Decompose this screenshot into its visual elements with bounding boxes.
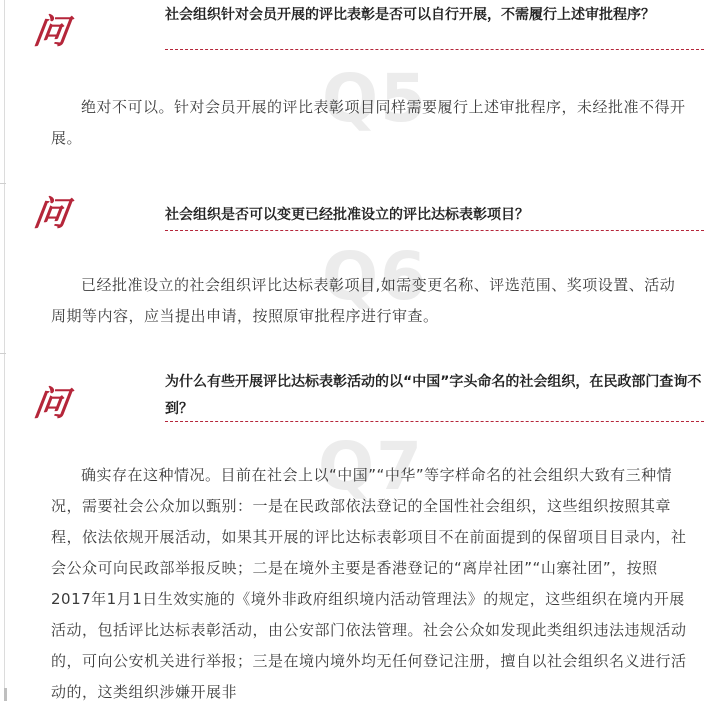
separator-tick [0, 353, 6, 354]
answer-text: 确实存在这种情况。目前在社会上以“中国”“中华”等字样命名的社会组织大致有三种情况，需要社会公众加以甄别：一是在民政部依法登记的全国性社会组织，这些组织按照其章程，依法依规开展活动，如果其开展的评比达标表彰项目不在前面提到的保留项目目录内，社会公众可向民政部举报反映；二是在境外主要是香港登记的“离岸社团”“山寨社团”，按照2017年1月1日生效实施的《境外非政府组织境内活动管理法》的规定，这些组织在境内开展活动，包括评比达标表彰活动，由公安部门依法管理。社会公众如发现此类组织违法违规活动的，可向公安机关进行举报；三是在境内境外均无任何登记注册，擅自以社会组织名义进行活动的，这类组织涉嫌开展非 [51, 466, 687, 701]
question-icon: 问 [31, 384, 71, 424]
question-divider [165, 421, 704, 422]
answer-text: 已经批准设立的社会组织评比达标表彰项目,如需变更名称、评选范围、奖项设置、活动周期等内容，应当提出申请，按照原审批程序进行审查。 [51, 276, 676, 325]
question-icon: 问 [31, 12, 71, 52]
question-text: 为什么有些开展评比达标表彰活动的以“中国”字头命名的社会组织，在民政部门查询不到？ [165, 374, 702, 417]
separator-tick [0, 183, 6, 184]
scroll-marker [4, 688, 7, 701]
question-text: 社会组织是否可以变更已经批准设立的评比达标表彰项目？ [165, 207, 529, 223]
question-text: 社会组织针对会员开展的评比表彰是否可以自行开展，不需履行上述审批程序？ [165, 7, 655, 23]
question-divider [165, 230, 704, 231]
question-divider [165, 49, 704, 50]
left-frame-line [4, 0, 5, 701]
question-watermark: Q6 [322, 238, 429, 315]
question-watermark: Q5 [322, 60, 429, 137]
answer-text: 绝对不可以。针对会员开展的评比表彰项目同样需要履行上述审批程序，未经批准不得开展。 [51, 98, 686, 147]
question-watermark: Q7 [318, 428, 425, 505]
question-icon: 问 [31, 194, 71, 234]
